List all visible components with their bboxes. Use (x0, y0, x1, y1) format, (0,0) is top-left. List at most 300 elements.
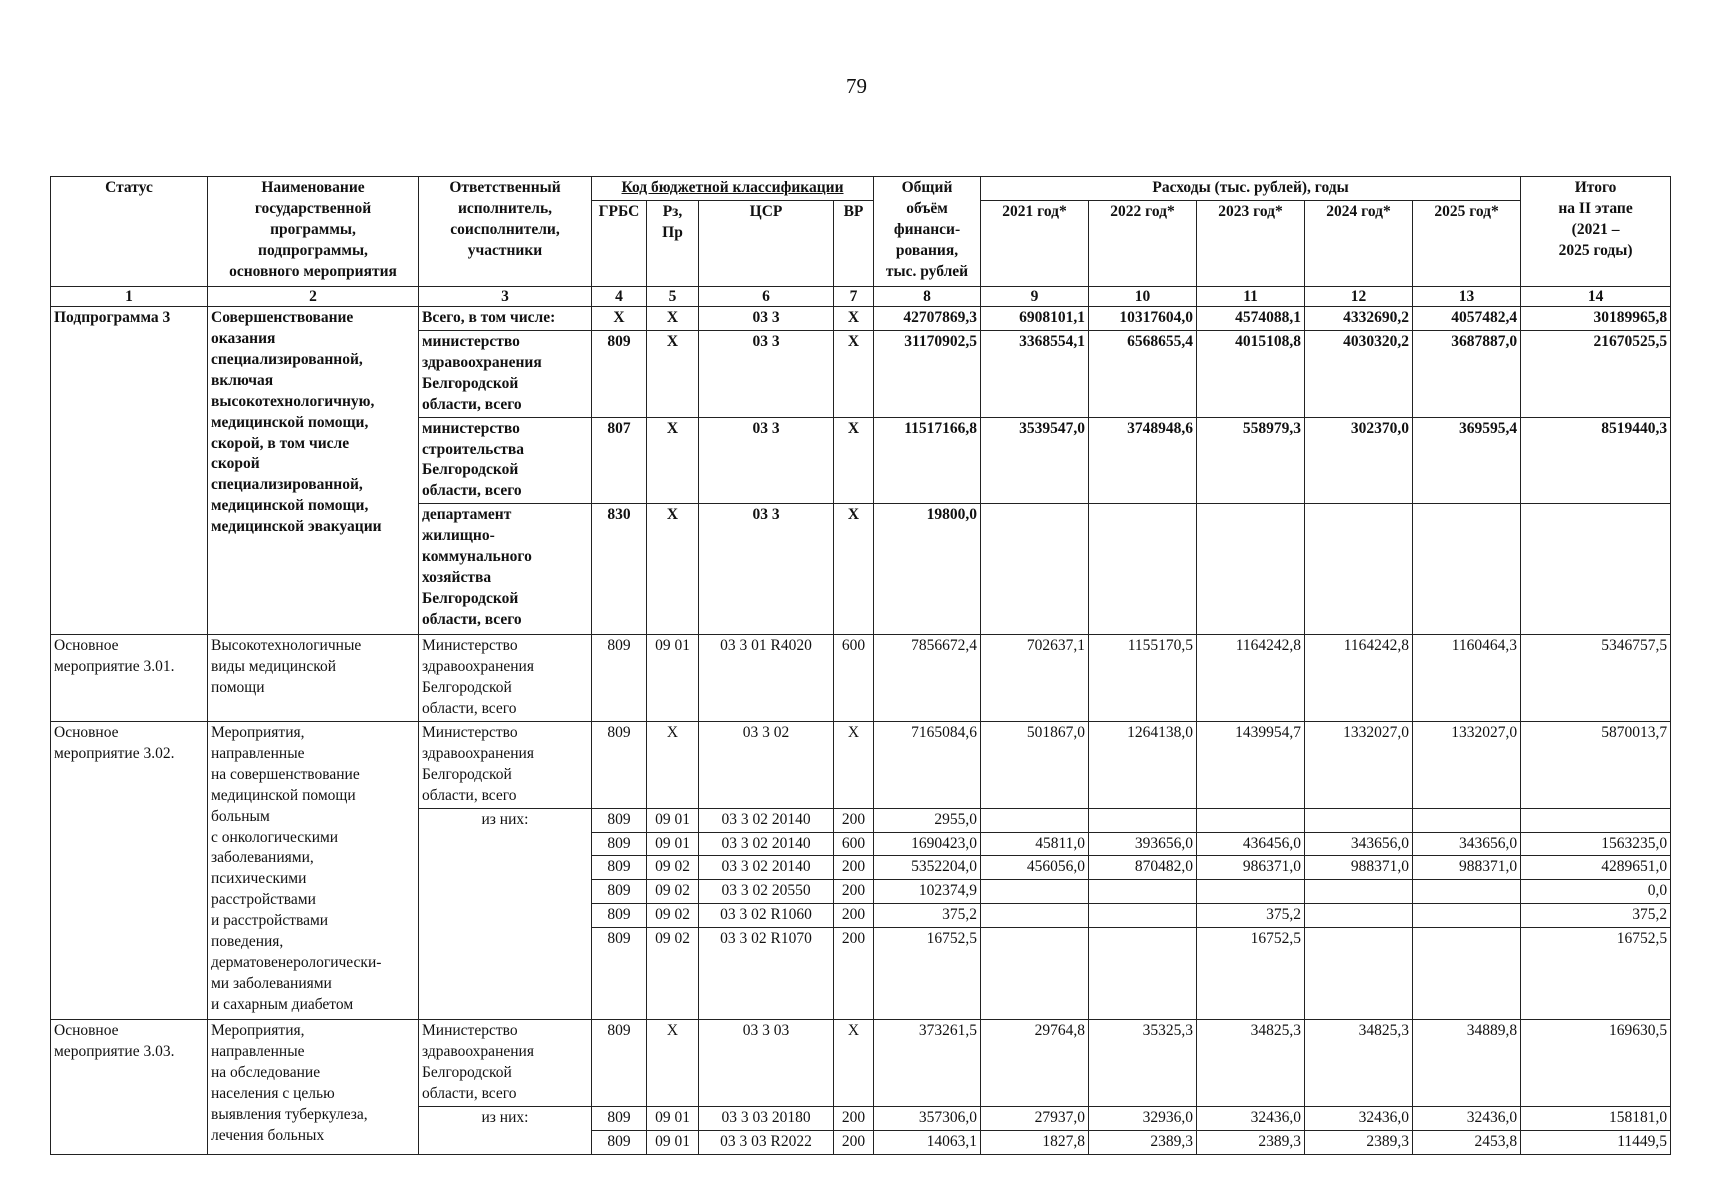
rzpr-cell: Х (647, 417, 699, 504)
m302-name-line: заболеваниями, (211, 849, 314, 867)
y2025-cell: 1160464,3 (1413, 635, 1521, 722)
rzpr-cell: 09 02 (647, 880, 699, 904)
y2023-cell: 32436,0 (1197, 1106, 1305, 1130)
m303-executor-line: Министерство (422, 1022, 518, 1040)
y2022-cell (1089, 504, 1197, 635)
y2021-cell: 456056,0 (981, 856, 1089, 880)
csr-cell: 03 3 (699, 330, 834, 417)
sub3-name-line: оказания (211, 329, 276, 347)
m303-row (51, 1020, 1671, 1107)
m302-name (208, 721, 419, 1019)
vr-cell: Х (834, 504, 874, 635)
header-executor-line: соисполнители, (450, 220, 560, 238)
y2022-cell (1089, 904, 1197, 928)
y2025-cell: 343656,0 (1413, 832, 1521, 856)
m303-name-line: выявления туберкулеза, (211, 1105, 368, 1123)
m303-name-line: населения с целью (211, 1085, 335, 1103)
sub3-name-line: медицинской помощи, (211, 413, 369, 431)
sub3-status: Подпрограмма 3 (51, 306, 208, 634)
m301-executor-line: Министерство (422, 637, 518, 655)
y2025-cell: 4057482,4 (1413, 306, 1521, 330)
y2025-cell (1413, 904, 1521, 928)
header-vr: ВР (834, 200, 874, 286)
header-total (874, 177, 981, 287)
header-total-line: объём (906, 199, 948, 217)
m301-name-line: помощи (211, 679, 265, 697)
y2021-cell: 27937,0 (981, 1106, 1089, 1130)
grbs-cell: 809 (592, 635, 647, 722)
rzpr-cell: Х (647, 504, 699, 635)
itogo-cell: 1563235,0 (1521, 832, 1671, 856)
y2022-cell (1089, 880, 1197, 904)
sub3-executor (419, 417, 592, 504)
m303-name-line: лечения больных (211, 1126, 325, 1144)
m302-name-line: поведения, (211, 933, 284, 951)
sub3-name-line: скорой (211, 455, 260, 473)
csr-cell: 03 3 02 20140 (699, 808, 834, 832)
header-executor-line: исполнитель, (457, 199, 553, 217)
y2024-cell (1305, 808, 1413, 832)
csr-cell: 03 3 02 R1070 (699, 928, 834, 1020)
header-year: 2022 год* (1089, 200, 1197, 286)
header-name-line: государственной (254, 199, 372, 217)
y2021-cell (981, 880, 1089, 904)
y2022-cell: 10317604,0 (1089, 306, 1197, 330)
vr-cell: 200 (834, 856, 874, 880)
sub3-executor (419, 504, 592, 635)
sub3-name-line: скорой, в том числе (211, 434, 350, 452)
header-status: Статус (51, 177, 208, 287)
y2023-cell (1197, 808, 1305, 832)
sub3-executor-line: коммунального (422, 548, 532, 566)
m303-name-line: на обследование (211, 1064, 321, 1082)
y2022-cell: 1155170,5 (1089, 635, 1197, 722)
m301-status-line: Основное (54, 637, 119, 655)
grbs-cell: 830 (592, 504, 647, 635)
y2021-cell (981, 808, 1089, 832)
m301-status-line: мероприятие 3.01. (54, 658, 175, 676)
y2021-cell (981, 904, 1089, 928)
m303-executor-line: здравоохранения (422, 1043, 534, 1061)
column-number: 4 (592, 286, 647, 306)
y2024-cell: 302370,0 (1305, 417, 1413, 504)
m302-executor (419, 721, 592, 808)
csr-cell: 03 3 02 20140 (699, 832, 834, 856)
column-number: 11 (1197, 286, 1305, 306)
column-number: 5 (647, 286, 699, 306)
grbs-cell: 809 (592, 330, 647, 417)
column-number: 3 (419, 286, 592, 306)
y2023-cell: 1439954,7 (1197, 721, 1305, 808)
y2025-cell: 988371,0 (1413, 856, 1521, 880)
grbs-cell: 809 (592, 1106, 647, 1130)
header-executor-line: Ответственный (449, 179, 561, 196)
y2024-cell: 988371,0 (1305, 856, 1413, 880)
m302-executor-line: Белгородской (422, 765, 512, 783)
y2025-cell: 1332027,0 (1413, 721, 1521, 808)
rzpr-cell: 09 01 (647, 808, 699, 832)
m303-executor-line: Белгородской (422, 1064, 512, 1082)
vr-cell: 200 (834, 880, 874, 904)
column-number: 7 (834, 286, 874, 306)
rzpr-cell: 09 02 (647, 928, 699, 1020)
total-cell: 14063,1 (874, 1130, 981, 1154)
sub3-executor-line: Белгородской (422, 374, 519, 392)
sub3-executor-line: министерство (422, 332, 520, 350)
y2023-cell: 1164242,8 (1197, 635, 1305, 722)
grbs-cell: 809 (592, 721, 647, 808)
y2021-cell: 702637,1 (981, 635, 1089, 722)
header-year: 2023 год* (1197, 200, 1305, 286)
vr-cell: Х (834, 306, 874, 330)
y2025-cell (1413, 504, 1521, 635)
sub3-executor-line: здравоохранения (422, 353, 542, 371)
itogo-cell: 169630,5 (1521, 1020, 1671, 1107)
y2024-cell (1305, 928, 1413, 1020)
y2022-cell: 3748948,6 (1089, 417, 1197, 504)
y2021-cell: 3368554,1 (981, 330, 1089, 417)
y2022-cell: 870482,0 (1089, 856, 1197, 880)
m301-executor-line: здравоохранения (422, 658, 534, 676)
y2022-cell: 35325,3 (1089, 1020, 1197, 1107)
y2025-cell: 3687887,0 (1413, 330, 1521, 417)
sub3-executor-line: хозяйства (422, 569, 492, 587)
y2022-cell: 6568655,4 (1089, 330, 1197, 417)
itogo-cell: 0,0 (1521, 880, 1671, 904)
grbs-cell: 809 (592, 1020, 647, 1107)
m303-status-line: Основное (54, 1022, 119, 1040)
m302-status-line: Основное (54, 723, 119, 741)
total-cell: 2955,0 (874, 808, 981, 832)
header-year: 2025 год* (1413, 200, 1521, 286)
column-number: 6 (699, 286, 834, 306)
y2025-cell: 369595,4 (1413, 417, 1521, 504)
header-total-line: Общий (901, 179, 953, 196)
sub3-name-line: включая (211, 371, 274, 389)
m303-name (208, 1020, 419, 1155)
m301-row (51, 635, 1671, 722)
grbs-cell: 809 (592, 808, 647, 832)
y2024-cell: 1164242,8 (1305, 635, 1413, 722)
itogo-cell: 375,2 (1521, 904, 1671, 928)
header-itogo-line: на II этапе (1558, 199, 1633, 217)
column-number: 2 (208, 286, 419, 306)
sub3-name-line: медицинской эвакуации (211, 518, 382, 536)
y2023-cell: 436456,0 (1197, 832, 1305, 856)
m302-row (51, 721, 1671, 808)
sub3-name-line: медицинской помощи, (211, 497, 369, 515)
header-grbs: ГРБС (592, 200, 647, 286)
header-row (51, 177, 1671, 201)
header-name-line: Наименование (261, 179, 365, 196)
m302-name-line: направленные (211, 744, 305, 762)
column-number: 10 (1089, 286, 1197, 306)
header-rzpr-line: Рз, (662, 202, 683, 220)
header-year: 2021 год* (981, 200, 1089, 286)
header-rzpr-line: Пр (662, 223, 683, 241)
csr-cell: 03 3 02 R1060 (699, 904, 834, 928)
y2021-cell (981, 504, 1089, 635)
itogo-cell: 8519440,3 (1521, 417, 1671, 504)
sub3-executor-line: области, всего (422, 395, 522, 413)
total-cell: 16752,5 (874, 928, 981, 1020)
y2024-cell (1305, 904, 1413, 928)
total-cell: 19800,0 (874, 504, 981, 635)
total-cell: 102374,9 (874, 880, 981, 904)
m302-name-line: ми заболеваниями (211, 975, 332, 993)
m302-name-line: расстройствами (211, 891, 316, 909)
y2023-cell: 16752,5 (1197, 928, 1305, 1020)
rzpr-cell: Х (647, 306, 699, 330)
itogo-cell: 11449,5 (1521, 1130, 1671, 1154)
m301-executor-line: Белгородской (422, 679, 512, 697)
csr-cell: 03 3 01 R4020 (699, 635, 834, 722)
m302-name-line: психическими (211, 870, 307, 888)
y2025-cell (1413, 880, 1521, 904)
rzpr-cell: Х (647, 1020, 699, 1107)
csr-cell: 03 3 (699, 504, 834, 635)
header-executor (419, 177, 592, 287)
csr-cell: 03 3 02 (699, 721, 834, 808)
header-rzpr (647, 200, 699, 286)
sub3-executor-line: Белгородской (422, 589, 519, 607)
y2022-cell: 1264138,0 (1089, 721, 1197, 808)
rzpr-cell: Х (647, 721, 699, 808)
header-name-line: подпрограммы, (258, 241, 368, 259)
y2023-cell: 375,2 (1197, 904, 1305, 928)
itogo-cell: 4289651,0 (1521, 856, 1671, 880)
grbs-cell: 809 (592, 1130, 647, 1154)
header-total-line: тыс. рублей (885, 262, 969, 280)
y2024-cell: 34825,3 (1305, 1020, 1413, 1107)
itogo-cell: 5346757,5 (1521, 635, 1671, 722)
vr-cell: 200 (834, 1106, 874, 1130)
grbs-cell: 807 (592, 417, 647, 504)
grbs-cell: 809 (592, 904, 647, 928)
header-itogo-line: (2021 – (1571, 220, 1620, 238)
y2022-cell (1089, 808, 1197, 832)
sub3-name (208, 306, 419, 634)
y2025-cell: 34889,8 (1413, 1020, 1521, 1107)
y2022-cell: 2389,3 (1089, 1130, 1197, 1154)
total-cell: 42707869,3 (874, 306, 981, 330)
column-number: 8 (874, 286, 981, 306)
column-number: 14 (1521, 286, 1671, 306)
itogo-cell: 30189965,8 (1521, 306, 1671, 330)
csr-cell: 03 3 (699, 306, 834, 330)
csr-cell: 03 3 02 20550 (699, 880, 834, 904)
y2025-cell (1413, 928, 1521, 1020)
column-number: 12 (1305, 286, 1413, 306)
column-number: 9 (981, 286, 1089, 306)
csr-cell: 03 3 02 20140 (699, 856, 834, 880)
total-cell: 5352204,0 (874, 856, 981, 880)
total-cell: 375,2 (874, 904, 981, 928)
sub3-executor (419, 330, 592, 417)
budget-table (50, 176, 1671, 1155)
csr-cell: 03 3 (699, 417, 834, 504)
m301-executor-line: области, всего (422, 700, 517, 718)
rzpr-cell: 09 02 (647, 904, 699, 928)
m302-executor-line: области, всего (422, 786, 517, 804)
header-expenses: Расходы (тыс. рублей), годы (981, 177, 1521, 201)
rzpr-cell: 09 01 (647, 832, 699, 856)
sub3-executor-line: Всего, в том числе: (422, 308, 556, 326)
sub3-name-line: Совершенствование (211, 308, 354, 326)
itogo-cell: 21670525,5 (1521, 330, 1671, 417)
grbs-cell: 809 (592, 880, 647, 904)
page-number: 79 (846, 74, 867, 98)
total-cell: 11517166,8 (874, 417, 981, 504)
m303-name-line: Мероприятия, (211, 1022, 305, 1040)
m302-name-line: Мероприятия, (211, 723, 305, 741)
sub3-row (51, 306, 1671, 330)
sub3-executor-line: Белгородской (422, 461, 519, 479)
header-name (208, 177, 419, 287)
rzpr-cell: 09 01 (647, 1106, 699, 1130)
grbs-cell: 809 (592, 856, 647, 880)
rzpr-cell: 09 02 (647, 856, 699, 880)
rzpr-cell: Х (647, 330, 699, 417)
m302-name-line: и расстройствами (211, 912, 329, 930)
vr-cell: Х (834, 330, 874, 417)
y2023-cell: 558979,3 (1197, 417, 1305, 504)
sub3-name-line: специализированной, (211, 476, 363, 494)
m301-status (51, 635, 208, 722)
y2024-cell (1305, 504, 1413, 635)
header-year: 2024 год* (1305, 200, 1413, 286)
m303-executor-line: области, всего (422, 1085, 517, 1103)
m301-name (208, 635, 419, 722)
vr-cell: 200 (834, 1130, 874, 1154)
m301-name-line: Высокотехнологичные (211, 637, 362, 655)
m302-executor-line: Министерство (422, 723, 518, 741)
y2023-cell: 986371,0 (1197, 856, 1305, 880)
m301-executor (419, 635, 592, 722)
m302-executor-line: здравоохранения (422, 744, 534, 762)
csr-cell: 03 3 03 20180 (699, 1106, 834, 1130)
y2023-cell: 4015108,8 (1197, 330, 1305, 417)
m303-name-line: направленные (211, 1043, 305, 1061)
m302-status-line: мероприятие 3.02. (54, 744, 175, 762)
y2024-cell (1305, 880, 1413, 904)
itogo-cell: 16752,5 (1521, 928, 1671, 1020)
rzpr-cell: 09 01 (647, 1130, 699, 1154)
y2023-cell: 4574088,1 (1197, 306, 1305, 330)
y2024-cell: 343656,0 (1305, 832, 1413, 856)
y2021-cell (981, 928, 1089, 1020)
m303-status-line: мероприятие 3.03. (54, 1043, 175, 1061)
total-cell: 357306,0 (874, 1106, 981, 1130)
sub3-name-line: специализированной, (211, 350, 363, 368)
m302-name-line: медицинской помощи (211, 786, 356, 804)
rzpr-cell: 09 01 (647, 635, 699, 722)
vr-cell: 200 (834, 928, 874, 1020)
column-number: 1 (51, 286, 208, 306)
header-name-line: основного мероприятия (229, 262, 397, 280)
sub3-executor-line: области, всего (422, 610, 522, 628)
vr-cell: 600 (834, 832, 874, 856)
y2023-cell (1197, 504, 1305, 635)
y2024-cell: 4332690,2 (1305, 306, 1413, 330)
itogo-cell (1521, 504, 1671, 635)
m302-name-line: и сахарным диабетом (211, 995, 354, 1013)
m302-name-line: с онкологическими (211, 828, 339, 846)
header-itogo (1521, 177, 1671, 287)
y2023-cell: 2389,3 (1197, 1130, 1305, 1154)
m303-status (51, 1020, 208, 1155)
sub3-executor-line: жилищно- (422, 527, 495, 545)
csr-cell: 03 3 03 R2022 (699, 1130, 834, 1154)
header-name-line: программы, (270, 220, 356, 238)
vr-cell: 600 (834, 635, 874, 722)
y2025-cell: 32436,0 (1413, 1106, 1521, 1130)
grbs-cell: 809 (592, 832, 647, 856)
sub3-name-line: высокотехнологичную, (211, 392, 375, 410)
y2022-cell (1089, 928, 1197, 1020)
m303-iz-nih: из них: (419, 1106, 592, 1154)
y2021-cell: 29764,8 (981, 1020, 1089, 1107)
total-cell: 373261,5 (874, 1020, 981, 1107)
y2023-cell: 34825,3 (1197, 1020, 1305, 1107)
y2025-cell: 2453,8 (1413, 1130, 1521, 1154)
y2021-cell: 3539547,0 (981, 417, 1089, 504)
y2024-cell: 2389,3 (1305, 1130, 1413, 1154)
y2024-cell: 32436,0 (1305, 1106, 1413, 1130)
total-cell: 31170902,5 (874, 330, 981, 417)
itogo-cell: 5870013,7 (1521, 721, 1671, 808)
header-budget-code: Код бюджетной классификации (592, 177, 874, 201)
sub3-executor-line: области, всего (422, 482, 522, 500)
y2021-cell: 501867,0 (981, 721, 1089, 808)
column-number-row (51, 286, 1671, 306)
header-itogo-line: Итого (1574, 179, 1617, 196)
y2025-cell (1413, 808, 1521, 832)
header-total-line: рования, (895, 241, 959, 259)
vr-cell: 200 (834, 904, 874, 928)
itogo-cell: 158181,0 (1521, 1106, 1671, 1130)
total-cell: 7165084,6 (874, 721, 981, 808)
header-executor-line: участники (467, 241, 543, 259)
vr-cell: Х (834, 721, 874, 808)
m302-name-line: дерматовенерологически- (211, 954, 382, 972)
sub3-executor-line: министерство (422, 419, 520, 437)
y2021-cell: 1827,8 (981, 1130, 1089, 1154)
total-cell: 7856672,4 (874, 635, 981, 722)
total-cell: 1690423,0 (874, 832, 981, 856)
sub3-executor-line: строительства (422, 440, 524, 458)
m302-name-line: больным (211, 807, 270, 825)
sub3-executor-line: департамент (422, 506, 512, 524)
header-total-line: финанси- (893, 220, 961, 238)
csr-cell: 03 3 03 (699, 1020, 834, 1107)
y2022-cell: 393656,0 (1089, 832, 1197, 856)
m302-status (51, 721, 208, 1019)
grbs-cell: Х (592, 306, 647, 330)
vr-cell: Х (834, 417, 874, 504)
y2024-cell: 1332027,0 (1305, 721, 1413, 808)
grbs-cell: 809 (592, 928, 647, 1020)
y2021-cell: 45811,0 (981, 832, 1089, 856)
m302-name-line: на совершенствование (211, 765, 360, 783)
m302-iz-nih: из них: (419, 808, 592, 1020)
header-csr: ЦСР (699, 200, 834, 286)
m303-executor (419, 1020, 592, 1107)
m301-name-line: виды медицинской (211, 658, 337, 676)
itogo-cell (1521, 808, 1671, 832)
column-number: 13 (1413, 286, 1521, 306)
y2024-cell: 4030320,2 (1305, 330, 1413, 417)
